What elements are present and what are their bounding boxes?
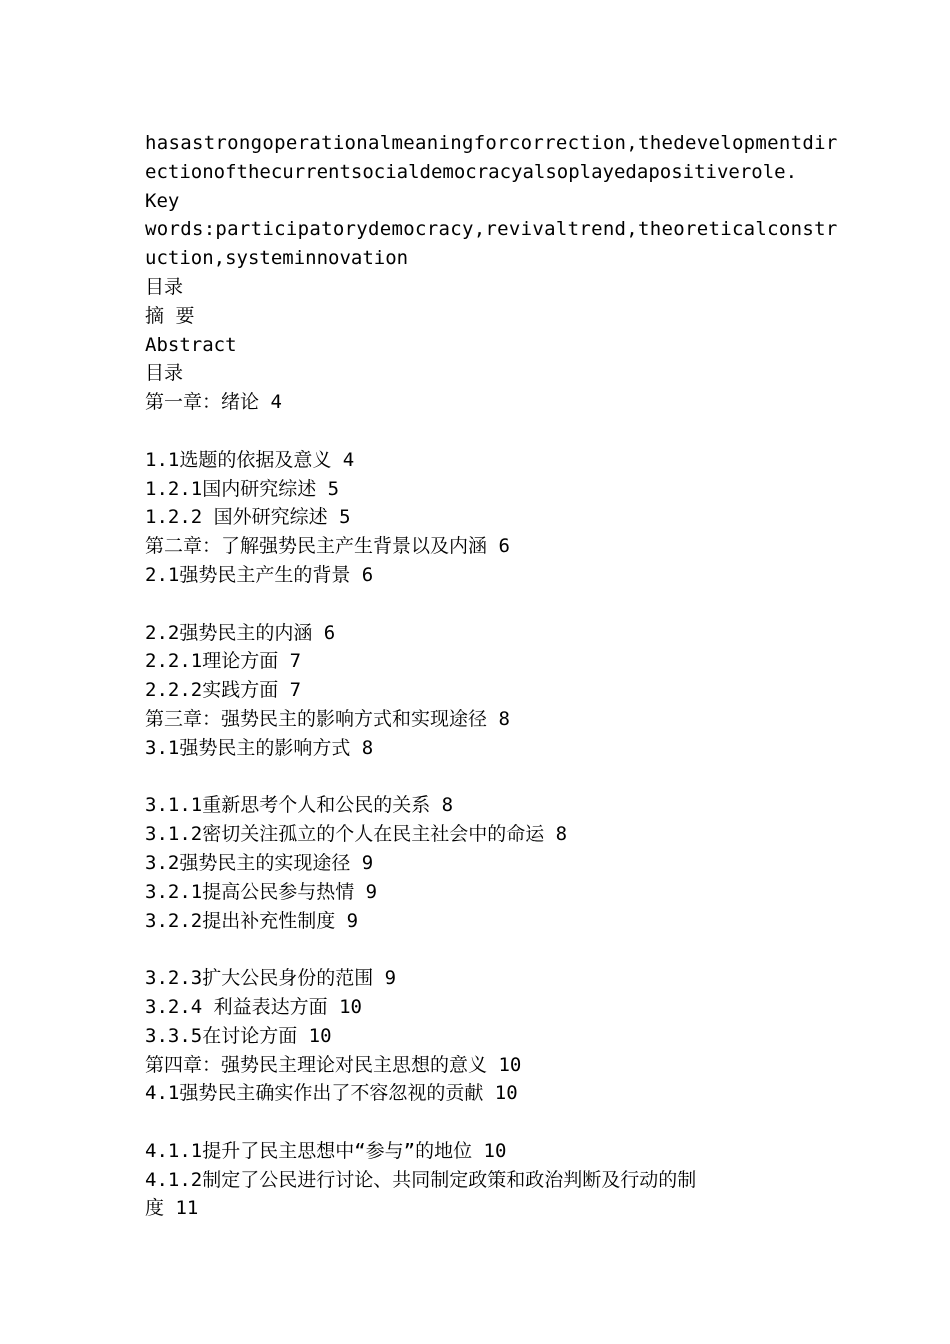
toc-chapter: 第二章：了解强势民主产生背景以及内涵 6 [145,535,510,558]
toc-section: 4.1.2制定了公民进行讨论、共同制定政策和政治判断及行动的制 [145,1168,697,1191]
toc-section: 3.2强势民主的实现途径 9 [145,851,374,874]
toc-entry-abstract-en: Abstract [145,333,237,356]
toc-section: 2.1强势民主产生的背景 6 [145,563,374,586]
toc-chapter: 第三章：强势民主的影响方式和实现途径 8 [145,707,510,730]
toc-section: 度 11 [145,1197,199,1220]
toc-section: 3.1.1重新思考个人和公民的关系 8 [145,794,454,817]
toc-section: 2.2.2实践方面 7 [145,679,302,702]
toc-section: 3.2.3扩大公民身份的范围 9 [145,967,397,990]
keywords-line: words:participatorydemocracy,revivaltrend,theoreticalconstr [145,218,838,241]
toc-section: 3.1强势民主的影响方式 8 [145,736,374,759]
toc-section: 4.1.1提升了民主思想中“参与”的地位 10 [145,1139,507,1162]
toc-section: 3.2.4 利益表达方面 10 [145,995,362,1018]
toc-section: 3.1.2密切关注孤立的个人在民主社会中的命运 8 [145,823,568,846]
keywords-line: uction,systeminnovation [145,247,409,270]
blank-line [145,417,805,446]
toc-heading: 目录 [145,362,184,385]
keywords-label: Key [145,189,180,212]
toc-section: 1.2.2 国外研究综述 5 [145,506,351,529]
abstract-en-line: hasastrongoperationalmeaningforcorrection,thedevelopmentdir [145,132,838,154]
toc-section: 2.2强势民主的内涵 6 [145,621,336,644]
blank-line [145,763,805,792]
toc-section: 3.3.5在讨论方面 10 [145,1024,332,1047]
toc-entry-abstract-cn: 摘 要 [145,304,195,327]
toc-section: 1.2.1国内研究综述 5 [145,477,340,500]
document-page [145,129,838,1223]
toc-section: 1.1选题的依据及意义 4 [145,448,355,471]
toc-heading: 目录 [145,275,184,298]
blank-line [145,1108,805,1137]
abstract-en-line: ectionofthecurrentsocialdemocracyalsoplayedapositiverole. [145,160,798,183]
toc-section: 3.2.2提出补充性制度 9 [145,909,359,932]
toc-section: 3.2.1提高公民参与热情 9 [145,880,378,903]
blank-line [145,590,805,619]
toc-chapter: 第四章：强势民主理论对民主思想的意义 10 [145,1053,522,1076]
toc-chapter: 第一章：绪论 4 [145,391,282,414]
toc-section: 4.1强势民主确实作出了不容忽视的贡献 10 [145,1082,518,1105]
blank-line [145,935,805,964]
toc-section: 2.2.1理论方面 7 [145,650,302,673]
